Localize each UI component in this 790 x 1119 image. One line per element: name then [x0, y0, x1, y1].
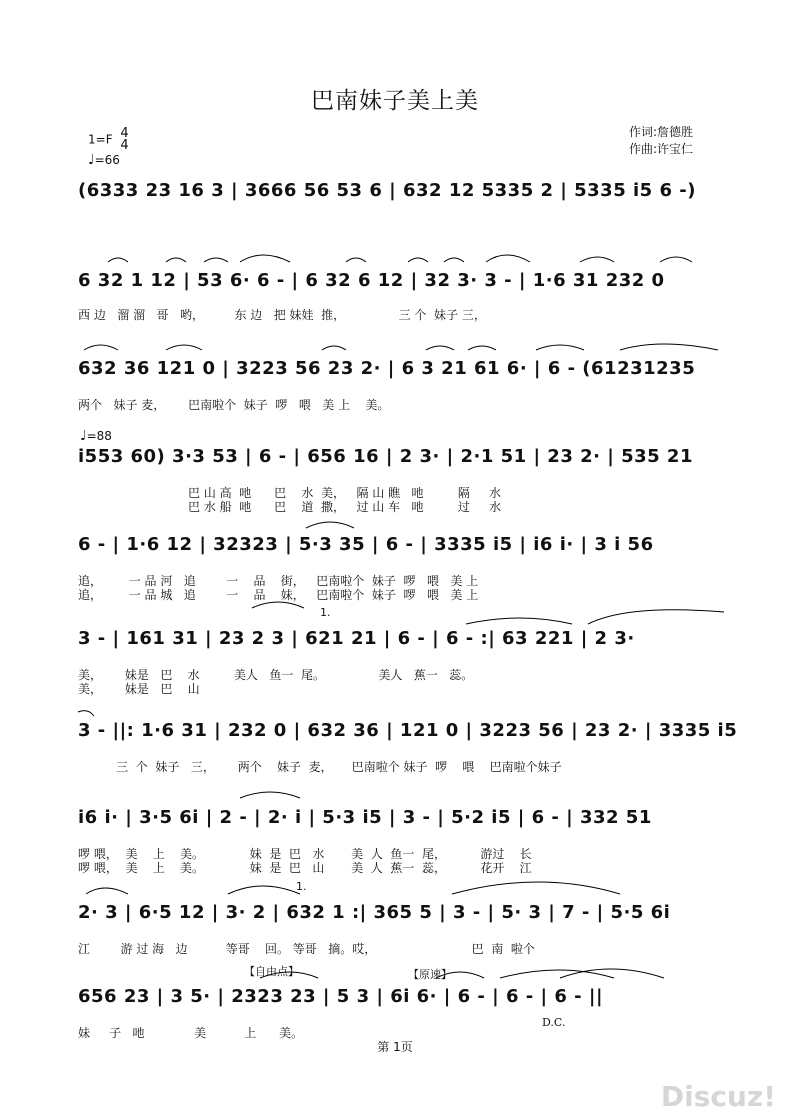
quarter-note-icon: ♩ — [88, 152, 95, 168]
notation-line: 656 23 | 3 5· | 2323 23 | 5 3 | 6i 6· | 6 - | 6 - | 6 - || — [78, 985, 604, 1007]
composer: 作曲:许宝仁 — [629, 142, 694, 156]
lyric-line: 追， 一 品 河 追 一 品 街， 巴南啦个 妹子 啰 喂 美 上 — [78, 574, 479, 588]
lyric-line: 美， 妹是 巴 山 — [78, 682, 200, 696]
key-text: 1=F — [88, 132, 113, 147]
notation-line: (6333 23 16 3 | 3666 56 53 6 | 632 12 5335 2 | 5335 i5 6 -) — [78, 179, 696, 201]
lyric-line: 啰 喂， 美 上 美。 妹 是 巴 水 美 人 鱼一 尾， 游过 长 — [78, 847, 532, 861]
page-number: 第 1页 — [377, 1040, 413, 1054]
tempo-value: =66 — [94, 153, 120, 167]
quarter-note-icon: ♩ — [80, 428, 87, 444]
notation-line: 6 - | 1·6 12 | 32323 | 5·3 35 | 6 - | 3335 i5 | i6 i· | 3 i 56 — [78, 533, 654, 555]
notation-line: i553 60) 3·3 53 | 6 - | 656 16 | 2 3· | 2·1 51 | 23 2· | 535 21 — [78, 445, 693, 467]
lyric-line: 美， 妹是 巴 水 美人 鱼一 尾。 美人 蕉一 蕊。 — [78, 668, 474, 682]
time-numerator: 4 — [120, 126, 129, 141]
notation-line: i6 i· | 3·5 6i | 2 - | 2· i | 5·3 i5 | 3 - | 5·2 i5 | 6 - | 332 51 — [78, 806, 652, 828]
volta-mark: 1. — [296, 880, 307, 893]
lyric-line: 江 游 过 海 边 等哥 回。 等哥 摘。哎， 巴 南 啦个 — [78, 942, 535, 956]
notation-line: 2· 3 | 6·5 12 | 3· 2 | 632 1 :| 365 5 | 3 - | 5· 3 | 7 - | 5·5 6i — [78, 901, 671, 923]
time-denominator: 4 — [120, 138, 129, 153]
volta-mark: 1. — [320, 606, 331, 619]
notation-line: 632 36 121 0 | 3223 56 23 2· | 6 3 21 61 6· | 6 - (61231235 — [78, 357, 696, 379]
watermark-logo: Discuz! — [660, 1080, 776, 1113]
lyric-line: 啰 喂， 美 上 美。 妹 是 巴 山 美 人 蕉一 蕊， 花开 江 — [78, 861, 532, 875]
notation-line: 6 32 1 12 | 53 6· 6 - | 6 32 6 12 | 32 3· 3 - | 1·6 31 232 0 — [78, 269, 665, 291]
da-capo-mark: D.C. — [542, 1016, 566, 1029]
lyricist: 作词:詹德胜 — [629, 125, 694, 139]
lyric-line: 西 边 溜 溜 哥 哟， 东 边 把 妹娃 推， 三 个 妹子 三， — [78, 308, 486, 322]
original-tempo-mark: 【原速】 — [408, 968, 452, 981]
lyric-line: 三 个 妹子 三， 两个 妹子 麦， 巴南啦个 妹子 啰 喂 巴南啦个妹子 — [78, 760, 562, 774]
lyric-line: 追， 一 品 城 追 一 品 妹， 巴南啦个 妹子 啰 喂 美 上 — [78, 588, 479, 602]
notation-line: 3 - ||: 1·6 31 | 232 0 | 632 36 | 121 0 | 3223 56 | 23 2· | 3335 i5 — [78, 719, 738, 741]
lyric-line: 两个 妹子 麦， 巴南啦个 妹子 啰 喂 美 上 美。 — [78, 398, 390, 412]
free-tempo-mark: 【自由点】 — [244, 965, 299, 978]
lyric-line: 巴 水 船 吔 巴 道 撒， 过 山 车 吔 过 水 — [188, 500, 501, 514]
notation-line: 3 - | 161 31 | 23 2 3 | 621 21 | 6 - | 6 - :| 63 221 | 2 3· — [78, 627, 635, 649]
lyric-line: 妹 子 吔 美 上 美。 — [78, 1026, 304, 1040]
lyric-line: 巴 山 高 吔 巴 水 美， 隔 山 瞧 吔 隔 水 — [188, 486, 501, 500]
tempo-value: =88 — [86, 429, 112, 443]
page-title: 巴南妹子美上美 — [311, 88, 479, 114]
